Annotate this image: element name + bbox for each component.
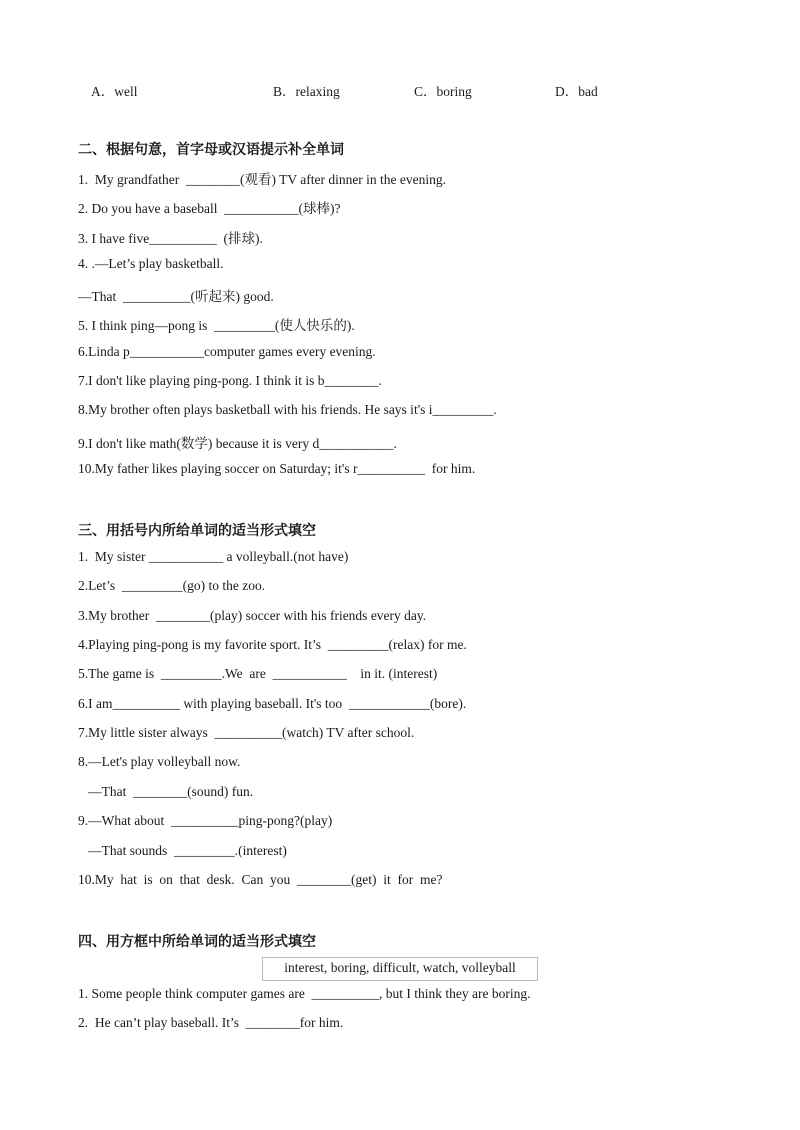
s2-item-10: 10.My father likes playing soccer on Saturday; it's r__________ for him. — [78, 461, 476, 476]
s3-item-9b: —That sounds _________.(interest) — [78, 843, 287, 858]
s2-item-7: 7.I don't like playing ping-pong. I think it is b________. — [78, 373, 382, 388]
option-c: C．boring — [414, 84, 472, 99]
option-a: A．well — [91, 84, 138, 99]
s2-item-4a: 4. .—Let’s play basketball. — [78, 256, 224, 271]
s2-item-5: 5. I think ping—pong is _________(使人快乐的). — [78, 318, 355, 333]
s3-item-8b: —That ________(sound) fun. — [78, 784, 254, 799]
s2-item-3: 3. I have five__________ (排球). — [78, 231, 263, 246]
word-box: interest, boring, difficult, watch, volleyball — [262, 957, 538, 981]
s3-item-3: 3.My brother ________(play) soccer with his friends every day. — [78, 608, 427, 623]
s4-item-2: 2. He can’t play baseball. It’s ________for him. — [78, 1015, 344, 1030]
option-b: B．relaxing — [273, 84, 340, 99]
s4-item-1: 1. Some people think computer games are __________, but I think they are boring. — [78, 986, 531, 1001]
section3-title: 三、用括号内所给单词的适当形式填空 — [78, 523, 316, 539]
s3-item-8a: 8.—Let's play volleyball now. — [78, 754, 241, 769]
s3-item-7: 7.My little sister always __________(watch) TV after school. — [78, 725, 415, 740]
s2-item-1: 1. My grandfather ________(观看) TV after dinner in the evening. — [78, 172, 447, 187]
option-d: D．bad — [555, 84, 598, 99]
s3-item-5: 5.The game is _________.We are ___________ in it. (interest) — [78, 666, 438, 681]
s3-item-10: 10.My hat is on that desk. Can you ________(get) it for me? — [78, 872, 443, 887]
s2-item-8: 8.My brother often plays basketball with his friends. He says it's i_________. — [78, 402, 497, 417]
section4-title: 四、用方框中所给单词的适当形式填空 — [78, 934, 316, 950]
s2-item-9: 9.I don't like math(数学) because it is very d___________. — [78, 436, 397, 451]
section2-title: 二、根据句意，首字母或汉语提示补全单词 — [78, 142, 344, 158]
s2-item-6: 6.Linda p___________computer games every evening. — [78, 344, 376, 359]
s3-item-2: 2.Let’s _________(go) to the zoo. — [78, 578, 266, 593]
s2-item-2: 2. Do you have a baseball ___________(球棒)? — [78, 201, 341, 216]
s3-item-4: 4.Playing ping-pong is my favorite sport. It’s _________(relax) for me. — [78, 637, 467, 652]
s3-item-6: 6.I am__________ with playing baseball. It's too ____________(bore). — [78, 696, 467, 711]
s2-item-4b: —That __________(听起来) good. — [78, 289, 274, 304]
s3-item-1: 1. My sister ___________ a volleyball.(not have) — [78, 549, 349, 564]
s3-item-9a: 9.—What about __________ping-pong?(play) — [78, 813, 333, 828]
